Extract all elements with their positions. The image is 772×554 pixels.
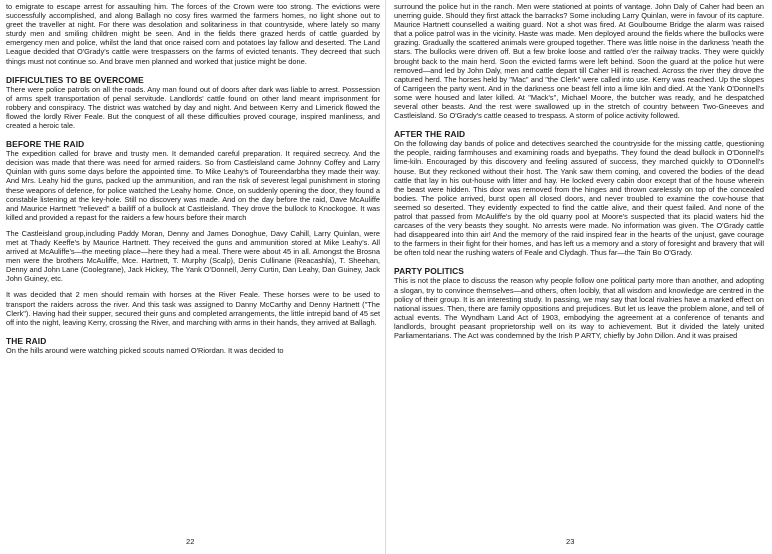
paragraph: The Castleisland group,including Paddy Moran, Denny and James Donoghue, Davy Cahill, Larry Quinlan, were met at Thady Keeffe's by Maurice Hartnett. They received the guns and ammunition stored at Mike Leahy's. All arrived at McAuliffe's—the meeting place—here they had a meal. There were about 45 in all. Amongst the Brosna men were the brothers McAuliffe, Mce. Hartnett, T. Murphy (Scalp), Denis Cullinane (Reacashla), T. Sheehan, Denny and John Lane (Coolegrane), Jack Hickey, The Yank O'Donnell, Jerry Curtin, Dan Leahy, Dan Guiney, Jack John Guiney, etc. <box>6 228 380 284</box>
paragraph: to emigrate to escape arrest for assaulting him. The forces of the Crown were too strong. The evictions were successfully accomplished, and along Ballagh no cosy fires warmed the farmers homes, no light shone out to greet the traveller at night. For there was desolation and solitariness in that countryside, where lately so many sturdy men and smiling children might be seen. And in the fields there grazed herds of cattle guarded by emergency men and police, whilst the land that once raised corn and potatoes lay fallow and deserted. The Land League decided that O'Grady's cattle were trespassers on the farms of evicted tenants. They decreed that such things must not continue so. And brave men planned and worked that justice might be done. <box>6 2 380 66</box>
paragraph: On the following day bands of police and detectives searched the countryside for the missing cattle, questioning the people, raiding farmhouses and examining roads and byepaths. They found the dead bullock in O'Donnell's lime-kiln. Encouraged by this discovery and feeling assured of success, they marched quickly to O'Donnell's house. But they reckoned without their host. The Yank saw them coming, and covered the bodies of the dead cattle that lay in his out-house with litter and hay. He locked every cabin door except that of the house wherein the beast were hidden. This door was removed from the hinges and thrown carelessly on top of the concealed bodies. The police arrived, burst open all closed doors, and never troubled to examine the cow-house that seemed so deserted. They evidently expected to find the cattle alive, and their quest failed. And none of the patrol that passed from McAuliffe's by the old quarry pool at Moore's suspected that its placid waters hid the carcases of the very beasts they sought. No arrests were made. No information was given. The O'Grady cattle had disappeared into thin air! And the memory of the raid inspired fear in the hearts of the unjust, gave courage to the farmers in their fight for their homes, and has left us a memory and a story of foresight and bravery that will be often told near the rushing waters of Feale and Clydagh. Thus far—the Tain Bo O'Grady. <box>394 139 764 258</box>
paragraph: It was decided that 2 men should remain with horses at the River Feale. These horses were to be used to transport the raiders across the river. And this task was assigned to Danny McCarthy and Denny Hartnett ("The Clerk"). Having had their supper, secured their guns and completed arrangements, the little intrepid band of 45 set off into the night, leaving Kerry, crossing the River, and marching with arms in their hands, they arrived at Ballagh. <box>6 290 380 327</box>
section-heading: AFTER THE RAID <box>394 129 466 140</box>
page-right <box>386 0 772 554</box>
section-heading: THE RAID <box>6 335 47 346</box>
paragraph: The expedition called for brave and trusty men. It demanded careful preparation. It required secrecy. And the decision was made that there was need for armed raiders. So from Castleisland came Johnny Coffey and Larry Quinlan with guns some days before the appointed time. To Mike Leahy's of Toureendarbha they made their way. And Mrs. Leahy hid the guns, packed up the ammunition, and ran the risk of severest legal punishment in storing these weapons of defence, for police watched the Leahy home. Once, on suddenly opening the door, they found a constable listening at the key-hole. Still no discovery was made. And on the day before the raid, Dave McAuliffe and Maurice Hartnett "relieved" a bailiff of a bullock at Castleisland. They drove the bullock to Knockogoe. It was killed and provided a repast for the raiders a few hours before their march <box>6 149 380 222</box>
section-heading: DIFFICULTIES TO BE OVERCOME <box>6 74 144 85</box>
paragraph: This is not the place to discuss the reason why people follow one political party more than another, and adopting a slogan, try to convince themselves—and others, often locibly, that all wisdom and knowledge are centred in the policy of their group. It is an interesting study. In passing, we may say that local rivalries have a marked effect on national issues. Then, there are family oppositions and prejudices. But let us leave the problem alone, and tell of actual events. The Wyndham Land Act of 1903, embodying the agreement at a conference of tenants and landlords, brought peasant proprietorship well on its way to achievement. But it divided the lately united Parliamentarians. The Act was condemned by the Irish P ARTY, chiefly by John Dillon. And it was praised <box>394 276 764 340</box>
paragraph: There were police patrols on all the roads. Any man found out of doors after dark was liable to arrest. Possession of arms spelt transportation of penal servitude. Landlords' cattle found on other land meant imprisonment for robbery and conspiracy. The district was watched by day and night. And between Kerry and Limerick flowed the flowed the lordly River Feale. But the conquest of all these difficulties proved courage, inspired manliness, and created a heroic tale. <box>6 84 380 131</box>
paragraph: surround the police hut in the ranch. Men were stationed at points of vantage. John Daly of Caher had been an unerring guide. Should they first attack the barracks? Some including Larry Quinlan, were in favour of its capture. Maurice Hartnett counselled a waiting guard. Not a shot was fired. At Goulbourne Bridge the alarm was raised that a police patrol was in the vicinity. Haste was made. Men deployed around the fields where the bullocks were grazing. Gradually the scattered animals were grouped together. There was little noise in the darkness 'neath the stars. The bullocks were driven off. But a few broke loose and rattled o'er the railway tracks. They were quickly brought back to the main herd. Soon the evicted farms were left behind. Soon the guard at the police hut were removed—and led by John Daly, men and cattle depart till Caher Hill is reached. Across the river they drove the captured herd. The horses held by "Mac" and "the Clerk" were called into use. Kerry was reached. Up the slopes of Carrigeen the party went. And in the darkness one beast fell into a lime kiln and died. At the Yank O'Donnell's some were housed and later killed. At "Mack's", Michael Moore, the butcher was ready, and he despatched several other beasts. And the rest were swallowed up in the stretch of country between Two-Gneeves and Castleisland. So O'Grady's cattle ceased to trespass. A storm of police activity followed. <box>394 2 764 121</box>
paragraph: On the hills around were watching picked scouts named O'Riordan. It was decided to <box>6 345 284 355</box>
page-number: 22 <box>186 537 195 546</box>
section-heading: PARTY POLITICS <box>394 266 464 277</box>
section-heading: BEFORE THE RAID <box>6 139 85 150</box>
page-number: 23 <box>566 537 575 546</box>
